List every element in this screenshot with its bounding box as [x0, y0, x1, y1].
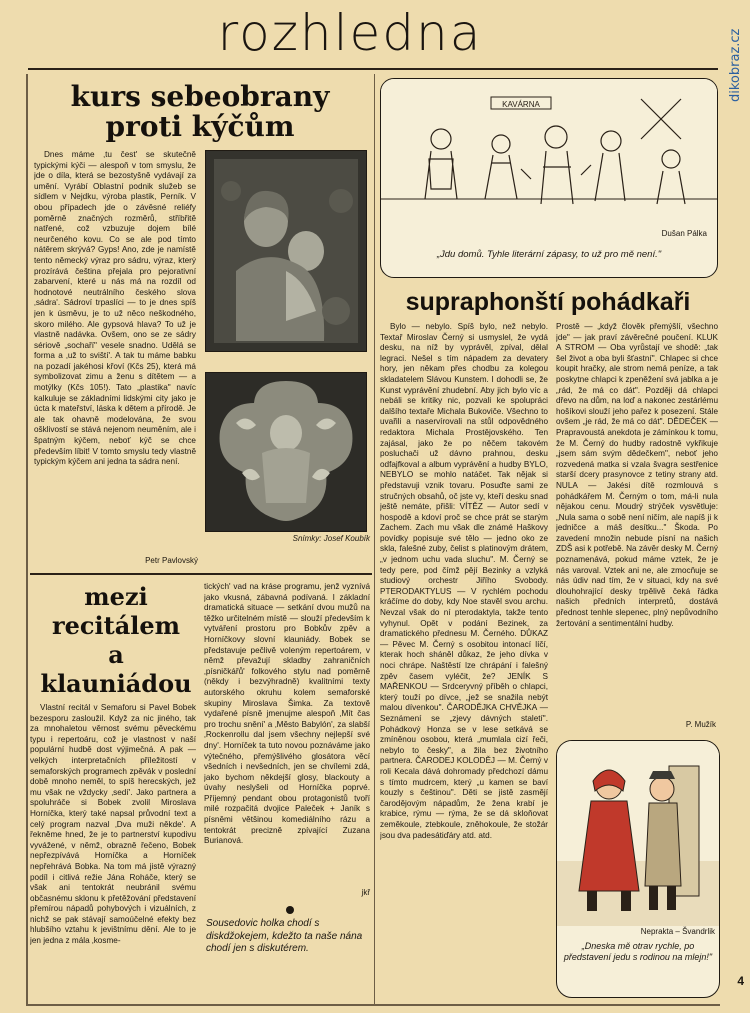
kurs-divider — [30, 573, 372, 575]
mezi-title-line2: recitálem — [51, 611, 181, 640]
relief-photo-1 — [205, 150, 367, 352]
supra-author: P. Mužík — [685, 720, 716, 729]
kurs-title — [30, 82, 370, 142]
side-url-text: dikobraz.cz — [728, 28, 743, 102]
kurs-title-line2: proti kýčům — [105, 110, 295, 143]
cafe-sign-text: KAVÁRNA — [502, 100, 540, 109]
photo-credit: Snímky: Josef Koubík — [292, 534, 370, 543]
pull-quote: Sousedovic holka chodí s diskdžokejem, kdežto ta naše nána chodí jen s diskutérem. — [206, 918, 363, 954]
mezi-title — [32, 582, 200, 698]
mezi-title-line4: klauniádou — [40, 669, 192, 698]
relief-butterflies-image — [206, 373, 366, 531]
kurs-body-text: Dnes máme ‚tu čest' se skutečně typickými kýči — alespoň v tom smyslu, že jde o díla, která se bezostyšně vydávají za umění. Vyrábí Oblastní podnik služeb se sídlem v Nejdku, výroba plastik, Perník. V obou případech jde o závěsné reliéfy poměrně značných rozměrů, stříbřitě natřené, což vzbuzuje dojem bílé neurčeného kovu. Co se ale pod tímto nátěrem skrývá? Gyps! Ano, zde je namístě tento německý výraz pro sádru, výraz, který prozírává čeština přejala pro pejorativní zabarvení, které u nás má na rozdíl od hodnotové neutrálního českého slova ‚sádra'. Sádroví trpaslíci — to je dnes spíš jen k úsměvu, je to už něco neškodného, skoro milého. Ale gypsová hlava? To už je vlastně nadávka. Ovšem, ono se ze sádry sériově „sochaří" vesele snadno. Udělá se forma a ‚už to sviští'. A tak tu máme babku na pozadí jakéhosi křoví (Kčs 25), která má symbolizovat zimu a ženu s dítětem — a motýlky (Kčs 105!). Tato „plastika" navíc kalkuluje se základními lidskými city jako je úcta k mateřství, láska k dětem a přírodě. Je ale tak ohavně modelována, že svou ošklivostí se stává nejenom neuměním, ale i špatným kýčem, neboť kýč se chce především líbit! V tomto smyslu tedy vlastně typickým kýčem ani jedna ta sádra není. — [34, 150, 196, 467]
masthead — [0, 0, 700, 66]
supra-col1-text: Bylo — nebylo. Spíš bylo, než nebylo. Textař Miroslav Černý si usmyslel, že vydá desku, na níž by vyprávěl, zpíval, dělal legraci. Nešel s tím nápadem za devatery hory, jen někam přes chodbu za kolegou skladatelem Slávou Kunstem. I dohodli se, že Kunst vyprávění zhudební. Aby jich bylo víc a nebáli se kritiky nic, pozvali ke spolupráci dalšího textaře Michala Bukoviče. Všechno to uvařili a naservírovali na stůl odpovědného redaktora Michala Prostějovského. Ten zajásal, jako že po něčem takovém posluchači už dávno prahnou, desku odfajfkoval a album vyprávění a hudby BYLO, NEBYLO se mohlo natáčet. Tak nějak si představuji vznik tovaru. Posuďte sami ze stručných obsahů, oč jste vy, kteří desku snad ještě nemáte, přišli: VÍTĚZ — Autor sedí v hospodě a kdoví proč se chce prát se starým Zachem. Zach mu však dle známé Haškovy povídky popisuje své tělo — jedno oko ze skla, falešné zuby, čelist s platinovým drátem, „v jednom uchu vada sluchu". M. Černý se tedy pere, pod čímž pějí Bezinky a vzlyká studiový orchestr Jiřího Svobody. PTERODAKTYLUS — V rychlém pochodu kráčíme do doby, kdy Noe stavěl svou archu. Nevzal však do ní pterodaktyla, takže tento vyhynul. Opět v podání Bezinek, za dramatického přednesu M. Černého. DŮKAZ — Pěvec M. Černý s osobitou intonací líčí, kterak hoch sháněl důkaz, že jeho dívka v noci chrápe. Naštěstí lze chrápání i falešný zpěv časem vyléčit, že? JENÍK S MAŘENKOU — Srdceryvný příběh o chlapci, který touží po dívce, „jež se snažila nebýt malou dívenkou". ČARODĚJKA CHVĚJKA — Seznámení se „zjevy dávných staletí". Pohádkový Honza se v lese setkává se zmíněnou osobou, která „mumlala cizí řeči, nebylo to česky", a žila bez životního partnera. ČARODEJ KOLODĚJ — M. Černý v roli Kecala dává dohromady předchozí dámu s tímto mudrcem, který „u kamen se baví kouzly s češtinou". Děti se jistě zasmějí čarodějovým nápadům, že žena krabí je krabice, rýmu — rýma, že se dá skloňovat zeměkoule, ztebkoule, zněhokoule, že stožár jsou dva padesátiďáry atd. atd. — [380, 322, 548, 840]
masthead-title: rozhledna — [217, 4, 483, 62]
masthead-rule — [28, 68, 718, 70]
relief-mother-child-image — [206, 151, 366, 351]
kurs-title-line1: kurs sebeobrany — [70, 80, 330, 113]
mezi-col2-text: tických' vad na kráse programu, jenž vyznívá jako vkusná, zábavná podívaná. I základní dramatická situace — setkání dvou mužů na těžko určitelném místě — slouží především k vytváření prostoru pro Bobkův zpěv a Horníčkovy slovní klauniády. Bobek se představuje pečlivě voleným repertoárem, v němž převažují skladby zahraničních ‚písničkářů' folkového stylu nad poměrně (někdy i bezvýhradně) kvalitními texty autorského okruhu kolem semaforské skupiny Miroslava Šimka. Za textově vydařené písně jmenujme alespoň ‚Mít čas pro trochu snění' a ‚Město Babylón', za slabší ‚Rockenrollu dal jsem všechny nejlepší své dny'. Horníček ta tuto novou poznáváme jako výtečného, přemýšlivého glosátora věcí všedních i nevšedních, jen se chvílemi zdá, jako bychom někdejší glosy, blackouty a úvahy neslyšeli od Horníčka poprvé. Příjemný pendant obou protagonistů tvoří milé rozpačitá dvojice Paleček + Janík s písněmi většinou komediálního rázu a tentokrát precizně zpívající Zuzana Burianová. — [204, 582, 370, 846]
mezi-col1-text: Vlastní recitál v Semaforu si Pavel Bobek bezesporu zasloužil. Když za nic jiného, tak za mnohaletou věrnost svému pěveckému typu i repertoáru, což je vlastnost v naší populární hudbě dost výjimečná. A pak — velkých interpretačních příležitostí v semaforských programech zpěvák v poslední době mnoho neměl, to spíš herecských, jež mu však ne vždycky ‚sedí'. Jako partnera a spoluhráče si Bobek zvolil Miroslava Horníčka, který také napsal průvodní text a celý program nazval ‚Dva muži někde'. A řekněme hned, že je to partnerství kupodivu vyvážené, v němž, obrazně řečeno, Bobek nepřezpívává Horníčka a Horníček nepřehrává Bobka. Na tom má jistě výrazný podíl i citlivá režie Jána Roháče, který se však ani tentokrát neubránil svému občasnému sklonu k přetěžování představení přemírou nápadů pohybových i vizuálních, z nichž se pak stávají samoúčelné efekty bez hlubšího vztahu k jevištnímu dění. Ale to je jen jedna z mála ‚kosme- — [30, 703, 196, 946]
cafe-cartoon-drawing — [381, 79, 717, 249]
mezi-col1 — [30, 703, 196, 993]
side-url[interactable] — [724, 20, 750, 105]
mezi-col2 — [204, 582, 370, 900]
kurs-author: Petr Pavlovský — [145, 556, 198, 565]
bottom-cartoon-caption: „Dneska mě otrav rychle, po představení jedu s rodinou na mlejn!" — [563, 941, 713, 962]
cartoon-caption: „Jdu domů. Tyhle literární zápasy, to už pro mě není." — [436, 249, 662, 260]
supra-col2-text: Prostě — „když člověk přemýšlí, všechno jde" — jak praví závěrečné poučení. KLUK A STROM — Oba vyrůstají ve shodě: „tak šel život a oba byli šťastní". Chlapec si chce koupit hračky, ale strom nemá peníze, a tak poskytne chlapci k zpeněžení svá jablka a je „rád, že má co dát". Později dá chlapci dřevo na dům, na loď a nakonec zestárlému hošíkovi slouží jeho pařez k posezení. Stále ovšem „je rád, že má co dát". DĚDEČEK — Prapravoustá anekdota je zámínkou k tomu, že M. Černý do hudby radostně vykřikuje „jsem sám svým dědečkem", neboť jeho rozvedená matka si vzala švagra sestřenice starší dcery prasynovce z tetiny strany atd. NULA — Jakési dítě rozmlouvá s pohádkářem M. Černým o tom, má-li nula nějakou cenu. Moudrý strýček vysvětluje: „Nula sama o sobě není ničím, ale napíš ji k jedničce a máš desítku..." Škoda. Po zavedení množin nebude písní na našich ZDŠ asi k potřebě. Na závěr desky M. Černý poznamenává, pokud máme vztek, že je nás varoval. Vztek ani ne, ale zmocňuje se nás údiv nad tím, že v situaci, kdy na své dlouhohrající desky trpělivě čeká řádka našich předních interpretů, dostává přednost tenhle slepenec, plný nepůvodního žertování a sentimentální hudby. — [556, 322, 718, 628]
mezi-title-line3: a — [108, 640, 124, 669]
relief-photo-2 — [205, 372, 367, 532]
bottom-cartoon-credit: Nepraktа – Švandrlik — [640, 927, 715, 936]
mezi-title-line1: mezi — [84, 582, 148, 611]
supra-col1 — [380, 322, 548, 998]
bottom-cartoon — [556, 740, 720, 998]
bottom-cartoon-drawing — [557, 741, 719, 926]
page-number: 4 — [737, 974, 744, 988]
supra-title: supraphonští pohádkaři — [405, 288, 691, 316]
supra-col2 — [556, 322, 718, 714]
cartoon-author: Dušan Pálka — [661, 229, 707, 238]
kurs-body — [34, 150, 196, 565]
mezi-author: jkř — [361, 888, 370, 897]
left-border — [26, 74, 28, 1004]
column-divider — [374, 74, 375, 1004]
bottom-border — [26, 1004, 720, 1006]
bullet-dot — [286, 906, 294, 914]
cafe-cartoon — [380, 78, 718, 278]
